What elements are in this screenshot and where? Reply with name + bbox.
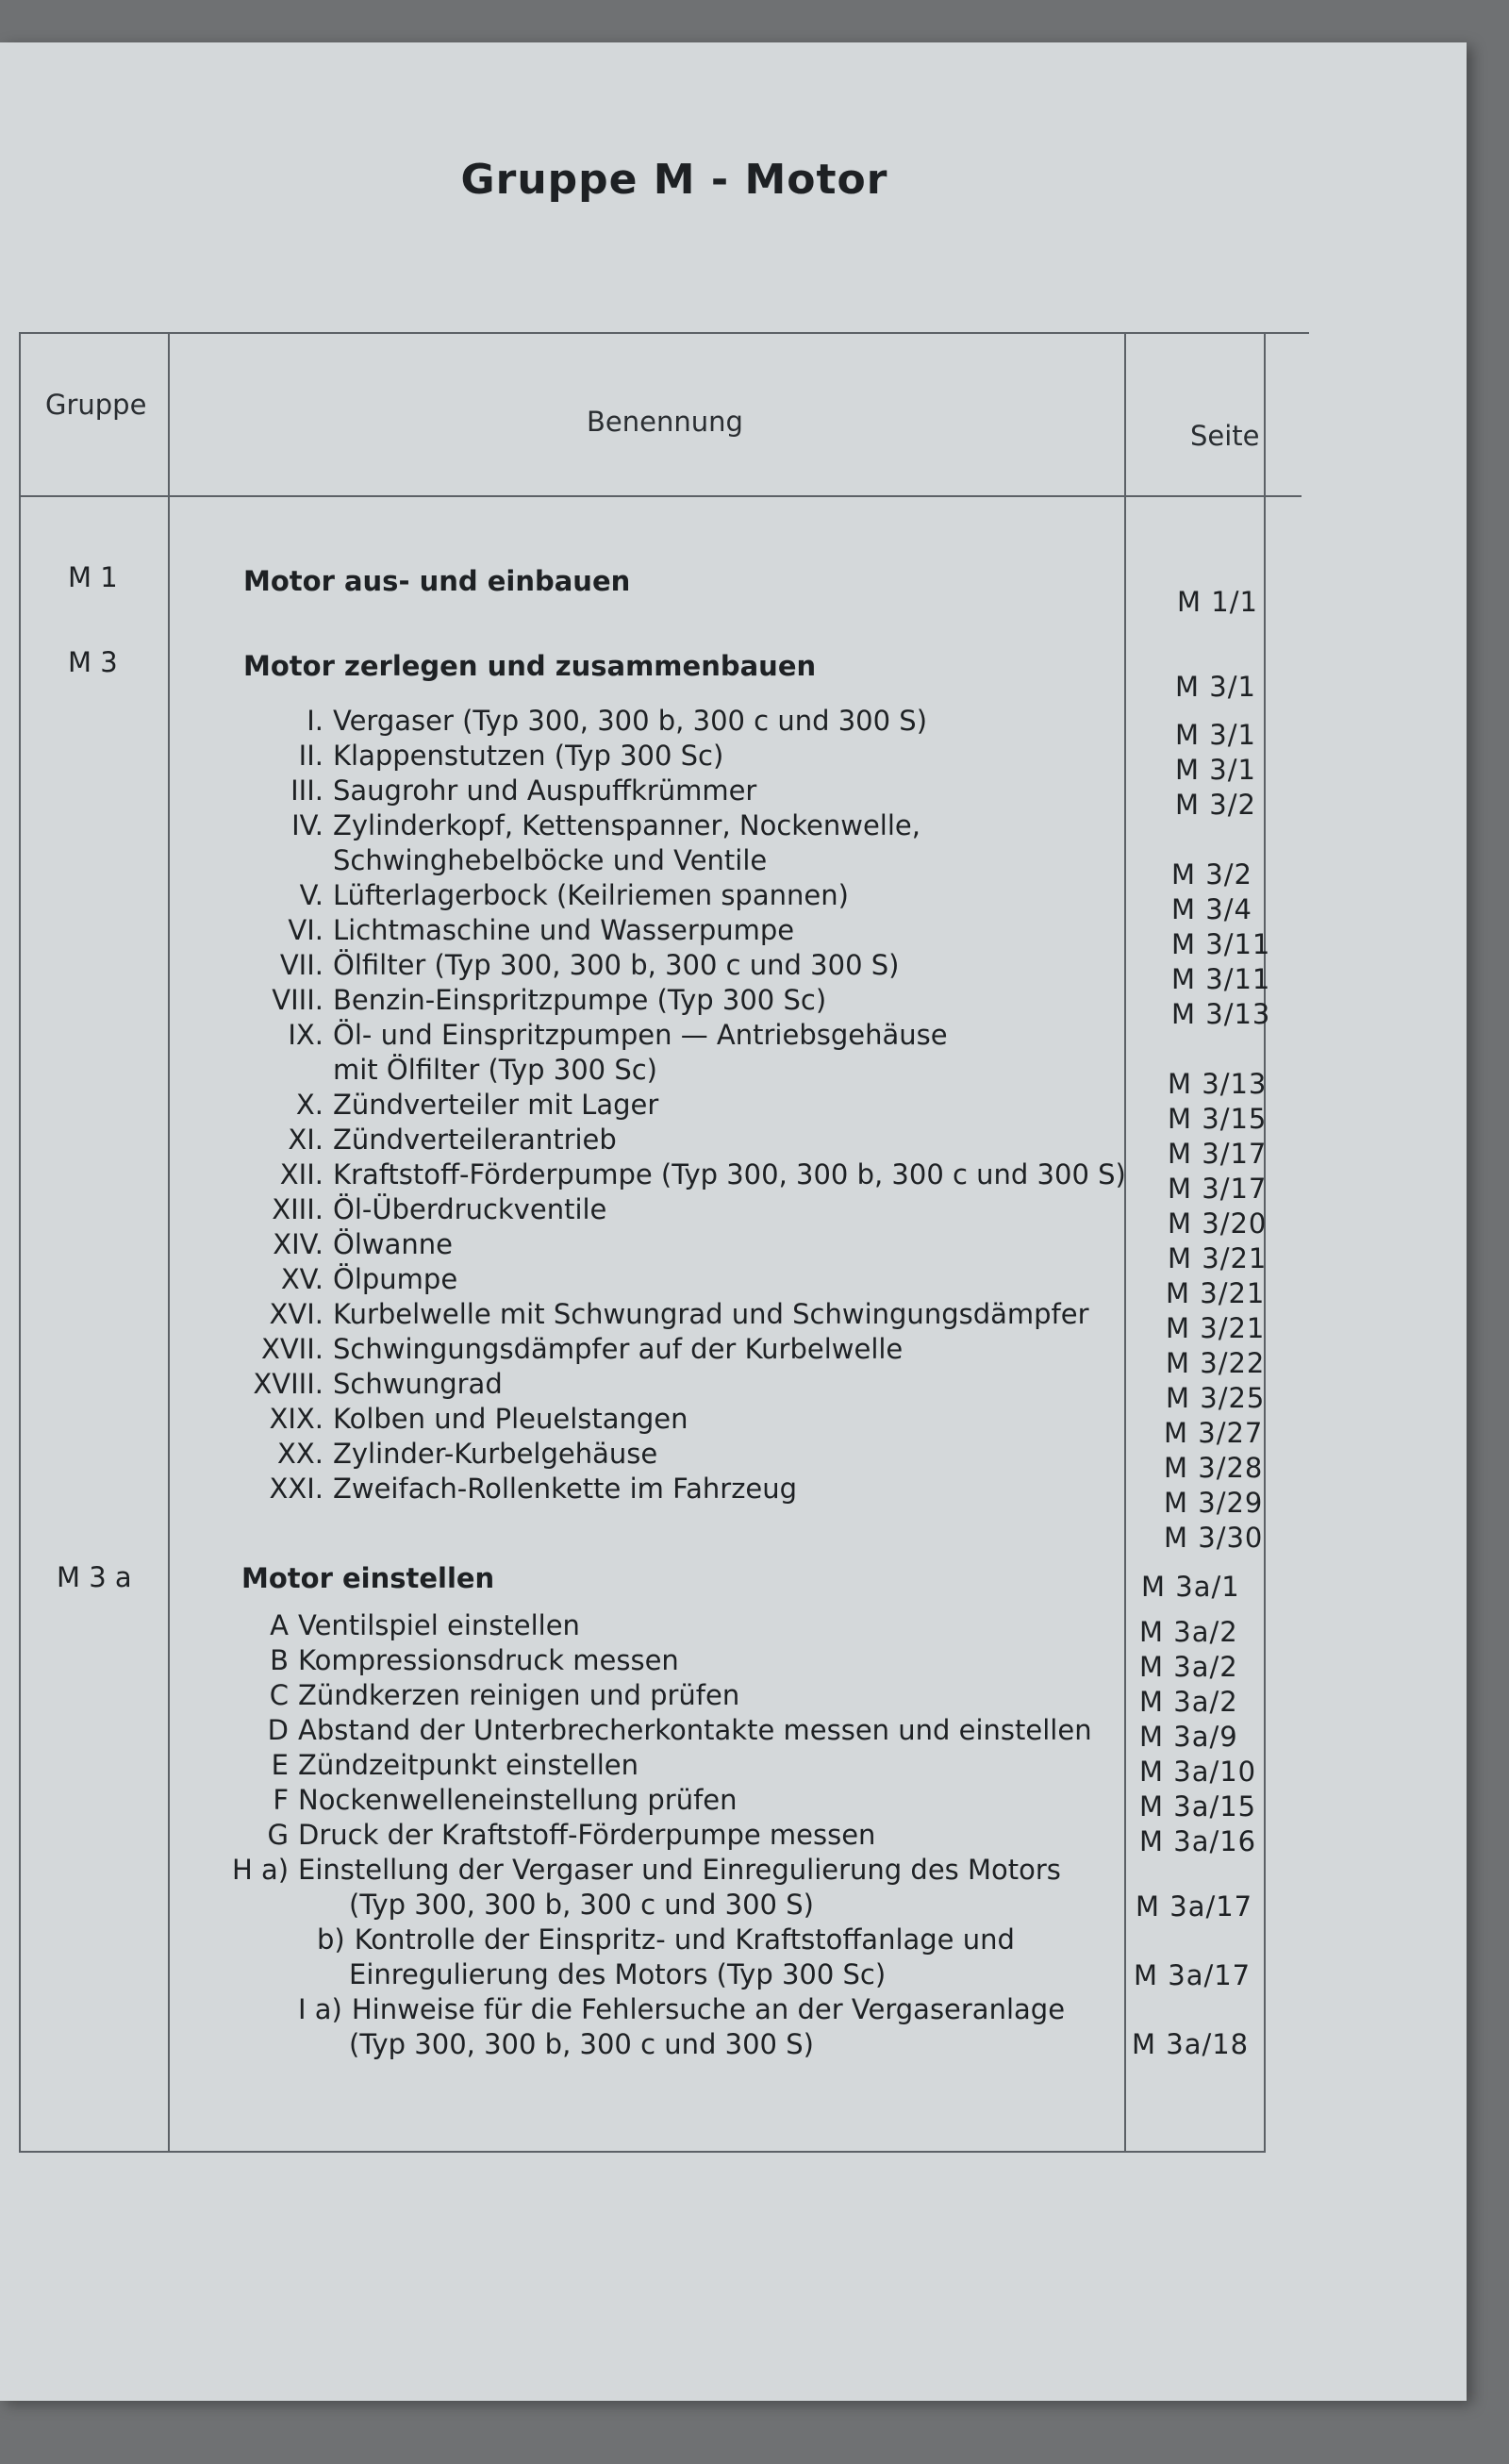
group-page-m3a: M 3a/1 bbox=[1141, 1571, 1240, 1603]
page-ref: M 3/21 bbox=[1168, 1242, 1268, 1274]
list-item: XIV. Ölwanne bbox=[273, 1228, 453, 1260]
group-page-m3: M 3/1 bbox=[1175, 671, 1256, 703]
list-item: D Abstand der Unterbrecherkontakte messen und einstellen bbox=[267, 1714, 1092, 1746]
list-item: XX. Zylinder-Kurbelgehäuse bbox=[277, 1438, 658, 1470]
list-item: V. Lüfterlagerbock (Keilriemen spannen) bbox=[299, 879, 849, 911]
list-item: XVII. Schwingungsdämpfer auf der Kurbelwelle bbox=[260, 1333, 904, 1365]
list-item-continuation: Schwinghebelböcke und Ventile bbox=[333, 844, 768, 876]
list-item: G Druck der Kraftstoff-Förderpumpe messen bbox=[267, 1819, 876, 1851]
group-code-m3: M 3 bbox=[68, 646, 118, 678]
list-item-continuation: Einregulierung des Motors (Typ 300 Sc) bbox=[349, 1958, 887, 1990]
list-item: H a) Einstellung der Vergaser und Einregulierung des Motors bbox=[232, 1854, 1061, 1886]
header-gruppe: Gruppe bbox=[45, 389, 147, 421]
page-ref: M 3a/2 bbox=[1139, 1686, 1238, 1718]
list-item: VI. Lichtmaschine und Wasserpumpe bbox=[288, 914, 795, 946]
page-ref: M 3a/16 bbox=[1139, 1825, 1257, 1857]
page-ref: M 3/21 bbox=[1166, 1277, 1266, 1309]
list-item: X. Zündverteiler mit Lager bbox=[295, 1089, 659, 1121]
group-page-m1: M 1/1 bbox=[1177, 586, 1258, 618]
page-ref: M 3/30 bbox=[1164, 1522, 1264, 1554]
list-item: I. Vergaser (Typ 300, 300 b, 300 c und 300 S) bbox=[307, 705, 928, 737]
page-ref: M 3/15 bbox=[1168, 1103, 1268, 1135]
page-ref: M 3/4 bbox=[1171, 893, 1252, 925]
page-ref: M 3/1 bbox=[1175, 719, 1256, 751]
list-item-continuation: (Typ 300, 300 b, 300 c und 300 S) bbox=[349, 2028, 814, 2060]
page-ref: M 3/2 bbox=[1171, 858, 1252, 891]
list-item: IV. Zylinderkopf, Kettenspanner, Nockenwelle, bbox=[291, 809, 920, 841]
page-ref: M 3/1 bbox=[1175, 754, 1256, 786]
seite-column-divider bbox=[1124, 332, 1126, 2153]
page-ref: M 3a/15 bbox=[1139, 1790, 1257, 1823]
page-ref: M 3/21 bbox=[1166, 1312, 1266, 1344]
table-top-line bbox=[19, 332, 1309, 334]
list-item: A Ventilspiel einstellen bbox=[270, 1609, 580, 1641]
page-ref: M 3a/10 bbox=[1139, 1756, 1257, 1788]
table-bottom-line bbox=[19, 2151, 1266, 2153]
list-item: XVIII. Schwungrad bbox=[253, 1368, 503, 1400]
page-ref: M 3/13 bbox=[1168, 1068, 1268, 1100]
page-ref: M 3a/17 bbox=[1136, 1890, 1253, 1923]
group-code-m1: M 1 bbox=[68, 561, 118, 593]
list-item: III. Saugrohr und Auspuffkrümmer bbox=[290, 774, 757, 807]
group-code-m3a: M 3 a bbox=[57, 1561, 132, 1593]
table-left-border bbox=[19, 332, 21, 2153]
gruppe-column-divider bbox=[168, 332, 170, 2153]
list-item: XIII. Öl-Überdruckventile bbox=[272, 1193, 607, 1225]
list-item: XVI. Kurbelwelle mit Schwungrad und Schwingungsdämpfer bbox=[269, 1298, 1089, 1330]
group-title-m3a: Motor einstellen bbox=[241, 1562, 495, 1594]
list-item: IX. Öl- und Einspritzpumpen — Antriebsgehäuse bbox=[288, 1019, 948, 1051]
page-ref: M 3/28 bbox=[1164, 1452, 1264, 1484]
page-ref: M 3a/18 bbox=[1132, 2028, 1250, 2060]
list-item: B Kompressionsdruck messen bbox=[270, 1644, 679, 1676]
page-ref: M 3/13 bbox=[1171, 998, 1271, 1030]
list-item: XI. Zündverteilerantrieb bbox=[288, 1124, 617, 1156]
list-item: XII. Kraftstoff-Förderpumpe (Typ 300, 300 b, 300 c und 300 S) bbox=[279, 1158, 1126, 1190]
page-ref: M 3/25 bbox=[1166, 1382, 1266, 1414]
group-title-m1: Motor aus- und einbauen bbox=[243, 565, 631, 597]
page-title: Gruppe M - Motor bbox=[460, 156, 888, 204]
list-item: VIII. Benzin-Einspritzpumpe (Typ 300 Sc) bbox=[272, 984, 827, 1016]
list-item: I a) Hinweise für die Fehlersuche an der Vergaseranlage bbox=[298, 1993, 1066, 2025]
page-ref: M 3a/2 bbox=[1139, 1616, 1238, 1648]
page-ref: M 3/17 bbox=[1168, 1173, 1268, 1205]
page-ref: M 3a/2 bbox=[1139, 1651, 1238, 1683]
page-ref: M 3a/17 bbox=[1134, 1959, 1252, 1991]
page-ref: M 3/17 bbox=[1168, 1138, 1268, 1170]
list-item: E Zündzeitpunkt einstellen bbox=[271, 1749, 639, 1781]
page-ref: M 3/11 bbox=[1171, 963, 1271, 995]
page-ref: M 3/22 bbox=[1166, 1347, 1266, 1379]
table-header-line bbox=[19, 495, 1302, 497]
page-ref: M 3/20 bbox=[1168, 1207, 1268, 1240]
list-item: II. Klappenstutzen (Typ 300 Sc) bbox=[298, 740, 724, 772]
list-item: F Nockenwelleneinstellung prüfen bbox=[273, 1784, 738, 1816]
list-item: XXI. Zweifach-Rollenkette im Fahrzeug bbox=[269, 1473, 798, 1505]
page-ref: M 3/11 bbox=[1171, 928, 1271, 960]
page-ref: M 3/29 bbox=[1164, 1487, 1264, 1519]
list-item: C Zündkerzen reinigen und prüfen bbox=[269, 1679, 740, 1711]
list-item: XV. Ölpumpe bbox=[280, 1263, 458, 1295]
list-item: b) Kontrolle der Einspritz- und Kraftstoffanlage und bbox=[317, 1923, 1015, 1956]
page-ref: M 3/2 bbox=[1175, 789, 1256, 821]
page-ref: M 3a/9 bbox=[1139, 1721, 1238, 1753]
group-title-m3: Motor zerlegen und zusammenbauen bbox=[243, 650, 817, 682]
list-item: XIX. Kolben und Pleuelstangen bbox=[269, 1403, 688, 1435]
list-item: VII. Ölfilter (Typ 300, 300 b, 300 c und 300 S) bbox=[279, 949, 900, 981]
page-ref: M 3/27 bbox=[1164, 1417, 1264, 1449]
header-seite: Seite bbox=[1190, 420, 1260, 452]
list-item-continuation: (Typ 300, 300 b, 300 c und 300 S) bbox=[349, 1889, 814, 1921]
header-benennung: Benennung bbox=[587, 406, 743, 438]
list-item-continuation: mit Ölfilter (Typ 300 Sc) bbox=[333, 1054, 657, 1086]
